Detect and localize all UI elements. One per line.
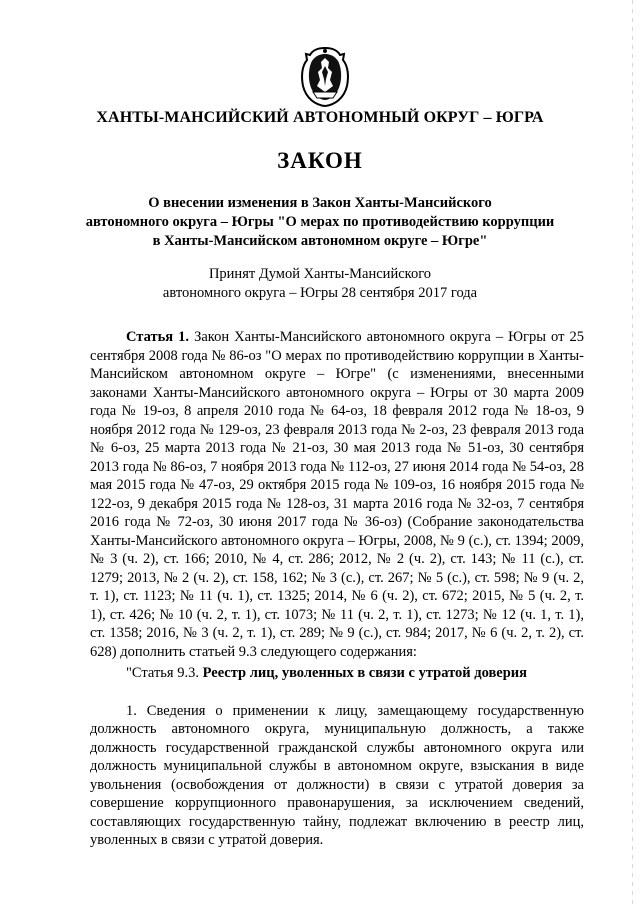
adoption-line: Принят Думой Ханты-Мансийского	[208, 266, 432, 282]
item-1-paragraph: 1. Сведения о применении к лицу, замещающему государственную должность автономного округа, муниципальную должность, а также должность государственной гражданской службы автономного округа или должность муниципальной службы в автономном округе, взыскания в виде увольнения (освобождения от должности) в связи с утратой доверия за совершение коррупционного правонарушения, за исключением сведений, составляющих государственную тайну, подлежат включению в реестр лиц, уволенных в связи с утратой доверия.	[90, 702, 584, 848]
article-1-paragraph	[90, 328, 584, 661]
article-1-text: Закон Ханты-Мансийского автономного округа – Югры от 25 сентября 2008 года № 86-оз "О мерах по противодействию коррупции в Ханты-Мансийском автономном округе – Югре" (с изменениями, внесенными законами Ханты-Мансийского автономного округа – Югры от 30 марта 2009 года № 19-оз, 8 апреля 2010 года № 64-оз, 18 февраля 2012 года № 18-оз, 9 ноября 2012 года № 129-оз, 23 февраля 2013 года № 2-оз, 23 февраля 2013 года № 6-оз, 25 марта 2013 года № 21-оз, 30 мая 2013 года № 51-оз, 30 сентября 2013 года № 86-оз, 7 ноября 2013 года № 112-оз, 27 июня 2014 года № 54-оз, 28 мая 2015 года № 47-оз, 29 октября 2015 года № 109-оз, 16 ноября 2015 года № 122-оз, 9 декабря 2015 года № 128-оз, 31 марта 2016 года № 32-оз, 7 сентября 2016 года № 72-оз, 30 июня 2017 года № 36-оз) (Собрание законодательства Ханты-Мансийского автономного округа – Югры, 2008, № 9 (с.), ст. 1394; 2009, № 3 (ч. 2), ст. 166; 2010, № 4, ст. 286; 2012, № 2 (ч. 2), ст. 143; № 11 (с.), ст. 1279; 2013, № 2 (ч. 2), ст. 158, 162; № 3 (с.), ст. 267; № 5 (с.), ст. 598; № 9 (ч. 2, т. 1), ст. 1123; № 11 (ч. 1), ст. 1325; 2014, № 6 (ч. 2), ст. 672; 2015, № 5 (ч. 2, т. 1), ст. 426; № 10 (ч. 2, т. 1), ст. 1073; № 11 (ч. 2, т. 1), ст. 1273; № 12 (ч. 1, т. 1), ст. 1358; 2016, № 3 (ч. 2, т. 1), ст. 289; № 9 (с.), ст. 984; 2017, № 6 (ч. 2, т. 2), ст. 628) дополнить статьей 9.3 следующего содержания:	[90, 329, 585, 660]
article-9-3-heading	[90, 664, 584, 683]
law-subject-line: в Ханты-Мансийском автономном округе – Югре"	[152, 233, 488, 249]
adoption-line: автономного округа – Югры 28 сентября 2017 года	[162, 285, 478, 301]
law-subject-line: автономного округа – Югры "О мерах по противодействию коррупции	[85, 214, 555, 230]
coat-of-arms-emblem	[299, 46, 351, 108]
article-9-3-title: Реестр лиц, уволенных в связи с утратой доверия	[202, 665, 527, 681]
law-subject	[60, 194, 580, 251]
law-subject-line: О внесении изменения в Закон Ханты-Мансийского	[148, 195, 492, 211]
adoption-note	[60, 265, 580, 303]
article-1-label: Статья 1.	[126, 329, 190, 345]
region-name: ХАНТЫ-МАНСИЙСКИЙ АВТОНОМНЫЙ ОКРУГ – ЮГРА	[96, 109, 544, 126]
scan-edge-line	[632, 0, 633, 905]
document-type: ЗАКОН	[277, 148, 363, 173]
law-body	[90, 328, 584, 850]
article-9-3-prefix: "Статья 9.3.	[126, 665, 203, 681]
